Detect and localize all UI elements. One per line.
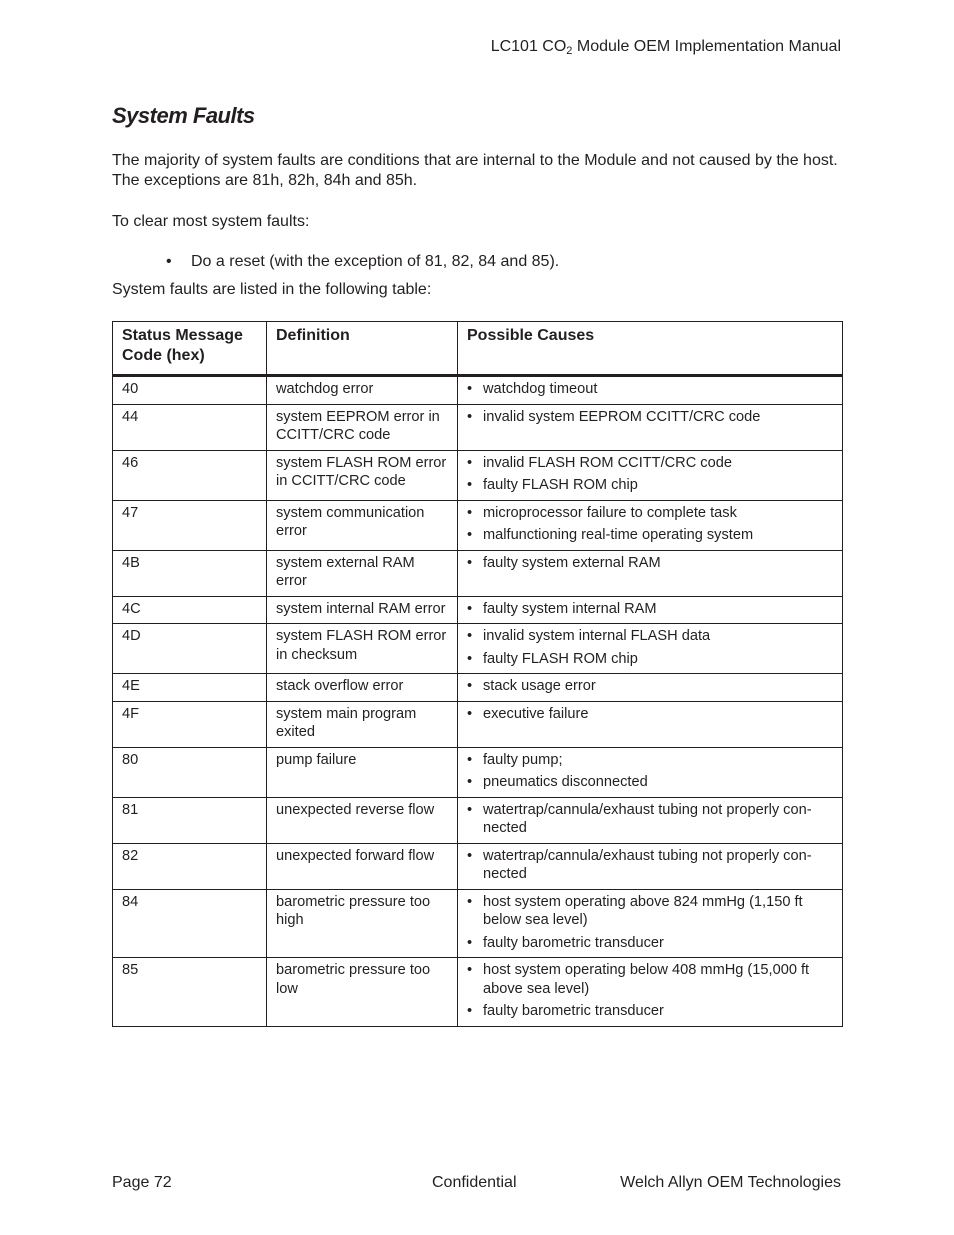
fault-definition: unexpected reverse flow: [267, 797, 458, 843]
header-causes: Possible Causes: [458, 322, 843, 376]
causes-list: [467, 408, 833, 427]
fault-definition: system EEPROM error in CCITT/CRC code: [267, 404, 458, 450]
fault-definition: unexpected forward flow: [267, 843, 458, 889]
fault-definition: system main program exited: [267, 701, 458, 747]
fault-definition: system communication error: [267, 500, 458, 550]
header-definition: Definition: [267, 322, 458, 376]
fault-definition: system external RAM error: [267, 550, 458, 596]
fault-causes: [458, 500, 843, 550]
cause-item: • faulty FLASH ROM chip: [467, 476, 833, 495]
footer-page-number: Page 72: [112, 1174, 172, 1191]
fault-code: 44: [113, 404, 267, 450]
intro-paragraph: The majority of system faults are conditions that are internal to the Module and not caused by the host. The exceptions are 81h, 82h, 84h and 85h.: [112, 152, 838, 189]
table-row: [113, 958, 843, 1027]
fault-causes: [458, 701, 843, 747]
causes-list: [467, 554, 833, 573]
fault-causes: [458, 596, 843, 624]
fault-definition: barometric pressure too low: [267, 958, 458, 1027]
table-row: [113, 701, 843, 747]
causes-list: [467, 961, 833, 1021]
cause-item: • watertrap/cannula/exhaust tubing not properly con-nected: [467, 847, 833, 884]
causes-list: [467, 600, 833, 619]
cause-item: • microprocessor failure to complete task: [467, 504, 833, 523]
fault-definition: stack overflow error: [267, 674, 458, 702]
causes-list: [467, 705, 833, 724]
cause-item: • faulty FLASH ROM chip: [467, 650, 833, 669]
fault-definition: watchdog error: [267, 376, 458, 405]
causes-list: [467, 380, 833, 399]
cause-item: • malfunctioning real-time operating system: [467, 526, 833, 545]
table-row: [113, 843, 843, 889]
fault-causes: [458, 376, 843, 405]
causes-list: [467, 801, 833, 838]
cause-item: • invalid system internal FLASH data: [467, 627, 833, 646]
fault-definition: barometric pressure too high: [267, 889, 458, 958]
fault-code: 40: [113, 376, 267, 405]
causes-list: [467, 504, 833, 545]
fault-code: 82: [113, 843, 267, 889]
fault-causes: [458, 747, 843, 797]
fault-code: 85: [113, 958, 267, 1027]
fault-code: 4F: [113, 701, 267, 747]
cause-item: • faulty system external RAM: [467, 554, 833, 573]
causes-list: [467, 454, 833, 495]
fault-causes: [458, 843, 843, 889]
fault-causes: [458, 404, 843, 450]
section-title: System Faults: [112, 103, 255, 128]
table-row: [113, 404, 843, 450]
table-row: [113, 674, 843, 702]
cause-item: • faulty system internal RAM: [467, 600, 833, 619]
header-code: Status Message Code (hex): [113, 322, 267, 376]
fault-causes: [458, 550, 843, 596]
fault-causes: [458, 450, 843, 500]
table-row: [113, 376, 843, 405]
fault-code: 84: [113, 889, 267, 958]
fault-code: 80: [113, 747, 267, 797]
fault-causes: [458, 889, 843, 958]
cause-item: • faulty barometric transducer: [467, 1002, 833, 1021]
fault-causes: [458, 958, 843, 1027]
fault-code: 47: [113, 500, 267, 550]
table-row: [113, 596, 843, 624]
cause-item: • watchdog timeout: [467, 380, 833, 399]
header-title-rest: Module OEM Implementation Manual: [572, 38, 841, 55]
table-row: [113, 624, 843, 674]
cause-item: • executive failure: [467, 705, 833, 724]
cause-item: • invalid system EEPROM CCITT/CRC code: [467, 408, 833, 427]
fault-definition: system FLASH ROM error in checksum: [267, 624, 458, 674]
header-title-main: LC101 CO: [490, 38, 567, 55]
table-row: [113, 747, 843, 797]
table-intro: System faults are listed in the following table:: [112, 281, 432, 298]
table-row: [113, 500, 843, 550]
footer-company: Welch Allyn OEM Technologies: [620, 1174, 841, 1191]
table-row: [113, 450, 843, 500]
clear-faults-bullet: [166, 252, 559, 272]
fault-code: 4B: [113, 550, 267, 596]
header-title-subscript: 2: [566, 45, 573, 57]
causes-list: [467, 627, 833, 668]
footer-confidential: Confidential: [432, 1174, 517, 1191]
causes-list: [467, 751, 833, 792]
fault-code: 4D: [113, 624, 267, 674]
cause-item: • invalid FLASH ROM CCITT/CRC code: [467, 454, 833, 473]
running-header: [491, 37, 841, 57]
fault-code: 4E: [113, 674, 267, 702]
table-header-row: [113, 322, 843, 376]
table-row: [113, 550, 843, 596]
cause-item: • stack usage error: [467, 677, 833, 696]
fault-definition: pump failure: [267, 747, 458, 797]
fault-definition: system internal RAM error: [267, 596, 458, 624]
cause-item: • host system operating above 824 mmHg (1,150 ft below sea level): [467, 893, 833, 930]
clear-faults-bullet-text: Do a reset (with the exception of 81, 82, 84 and 85).: [191, 253, 560, 270]
cause-item: • watertrap/cannula/exhaust tubing not properly con-nected: [467, 801, 833, 838]
causes-list: [467, 847, 833, 884]
cause-item: • pneumatics disconnected: [467, 773, 833, 792]
fault-definition: system FLASH ROM error in CCITT/CRC code: [267, 450, 458, 500]
cause-item: • host system operating below 408 mmHg (15,000 ft above sea level): [467, 961, 833, 998]
fault-causes: [458, 624, 843, 674]
causes-list: [467, 677, 833, 696]
fault-code: 4C: [113, 596, 267, 624]
fault-causes: [458, 797, 843, 843]
bullet-icon: •: [166, 253, 172, 270]
clear-faults-intro: To clear most system faults:: [112, 213, 310, 230]
table-row: [113, 797, 843, 843]
fault-code: 81: [113, 797, 267, 843]
system-faults-table: [112, 321, 843, 1027]
fault-causes: [458, 674, 843, 702]
fault-code: 46: [113, 450, 267, 500]
causes-list: [467, 893, 833, 953]
table-body: [113, 376, 843, 1027]
cause-item: • faulty pump;: [467, 751, 833, 770]
cause-item: • faulty barometric transducer: [467, 934, 833, 953]
table-row: [113, 889, 843, 958]
